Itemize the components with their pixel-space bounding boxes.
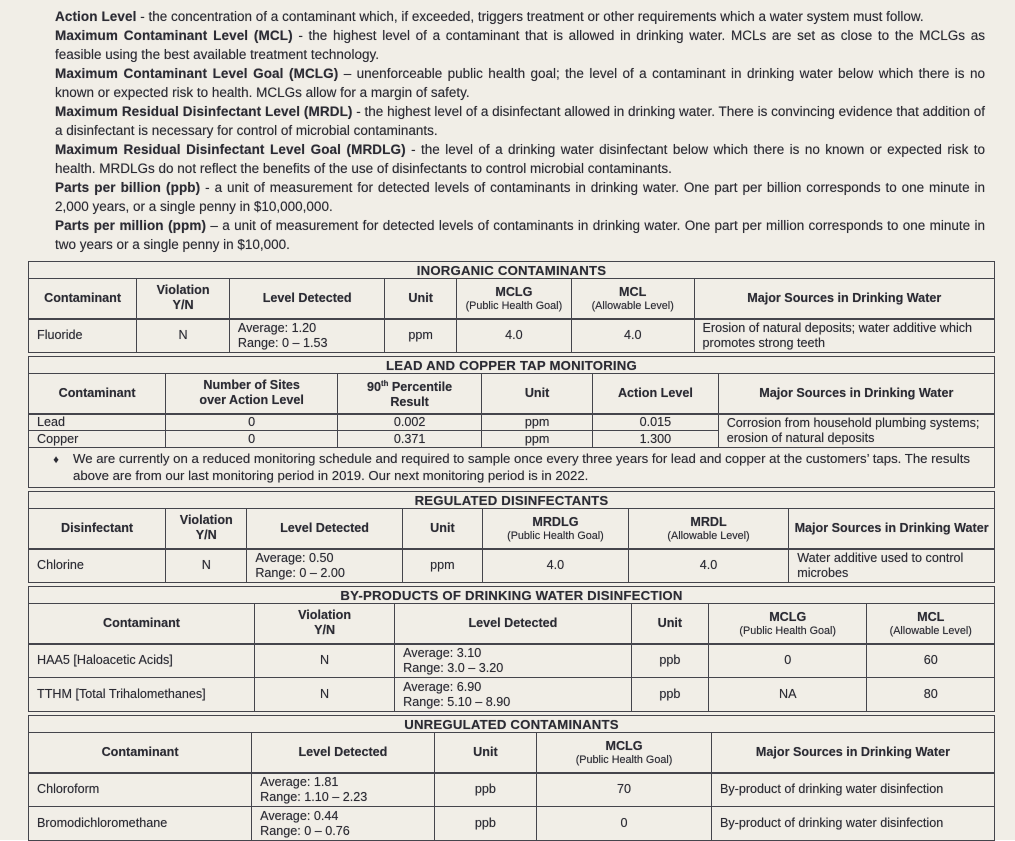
- col-mrdlg: MRDLG (Public Health Goal): [483, 509, 629, 549]
- cell-mclg: 0: [537, 807, 712, 841]
- cell-mclg: 4.0: [456, 319, 571, 353]
- definition-text: – unenforceable public health goal; the level of a contaminant in drinking water below which there is no known or expected risk to health. MCLGs allow for a margin of safety.: [55, 66, 985, 100]
- col-contaminant: Contaminant: [29, 604, 255, 644]
- monitoring-note: [29, 448, 995, 488]
- col-contaminant: Contaminant: [29, 374, 166, 414]
- col-unit: Unit: [434, 733, 536, 773]
- cell-mrdlg: 4.0: [483, 549, 629, 583]
- cell-major-sources: Corrosion from household plumbing systems; erosion of natural deposits: [718, 414, 994, 448]
- col-mclg: MCLG (Public Health Goal): [456, 279, 571, 319]
- table-row-chlorine: [29, 549, 995, 583]
- table-byproducts: [28, 586, 995, 712]
- table-title: BY-PRODUCTS OF DRINKING WATER DISINFECTION: [29, 587, 995, 604]
- definition-text: – a unit of measurement for detected levels of contaminants in drinking water. One part per million corresponds to one minute in two years or a single penny in $10,000.: [55, 218, 985, 252]
- col-mclg: MCLG (Public Health Goal): [537, 733, 712, 773]
- table-unregulated: [28, 715, 995, 841]
- cell-mclg: 0: [709, 644, 867, 678]
- col-mcl: MCL (Allowable Level): [571, 279, 694, 319]
- col-level-detected: Level Detected: [252, 733, 435, 773]
- col-violation: Violation Y/N: [137, 279, 230, 319]
- cell-violation: N: [137, 319, 230, 353]
- definition-text: - the concentration of a contaminant which, if exceeded, triggers treatment or other requirements which a water system must follow.: [140, 9, 924, 24]
- col-major-sources: Major Sources in Drinking Water: [718, 374, 994, 414]
- cell-mclg: 70: [537, 773, 712, 807]
- col-contaminant: Contaminant: [29, 279, 137, 319]
- definition-term: Maximum Residual Disinfectant Level (MRDL): [55, 104, 353, 119]
- table-title: LEAD AND COPPER TAP MONITORING: [29, 357, 995, 374]
- cell-mclg: NA: [709, 678, 867, 712]
- cell-level-detected: Average: 1.81 Range: 1.10 – 2.23: [252, 773, 435, 807]
- cell-contaminant: Chloroform: [29, 773, 252, 807]
- cell-level-detected: Average: 0.44 Range: 0 – 0.76: [252, 807, 435, 841]
- definition-ppb: [55, 178, 985, 216]
- table-row-tthm: [29, 678, 995, 712]
- cell-contaminant: Copper: [29, 431, 166, 448]
- definition-term: Parts per million (ppm): [55, 218, 207, 233]
- cell-major-sources: By-product of drinking water disinfection: [711, 807, 994, 841]
- table-lead-copper: [28, 356, 995, 488]
- table-inorganic-contaminants: [28, 261, 995, 353]
- col-violation: Violation Y/N: [255, 604, 395, 644]
- cell-violation: N: [255, 678, 395, 712]
- cell-contaminant: Bromodichloromethane: [29, 807, 252, 841]
- cell-mcl: 4.0: [571, 319, 694, 353]
- cell-contaminant: Fluoride: [29, 319, 137, 353]
- cell-unit: ppb: [631, 644, 708, 678]
- cell-percentile: 0.371: [338, 431, 482, 448]
- superscript-th: th: [381, 379, 389, 389]
- cell-disinfectant: Chlorine: [29, 549, 166, 583]
- col-level-detected: Level Detected: [229, 279, 385, 319]
- table-row-lead: [29, 414, 995, 431]
- col-unit: Unit: [385, 279, 456, 319]
- definition-mrdlg: [55, 140, 985, 178]
- cell-percentile: 0.002: [338, 414, 482, 431]
- definition-text: - the highest level of a contaminant that is allowed in drinking water. MCLs are set as close to the MCLGs as feasible using the best available treatment technology.: [55, 28, 985, 62]
- definition-term: Maximum Contaminant Level (MCL): [55, 28, 293, 43]
- col-mrdl: MRDL (Allowable Level): [628, 509, 788, 549]
- col-action-level: Action Level: [593, 374, 719, 414]
- definition-ppm: [55, 216, 985, 254]
- col-mclg: MCLG (Public Health Goal): [709, 604, 867, 644]
- monitoring-note-text: We are currently on a reduced monitoring schedule and required to sample once every three years for lead and copper at the customers’ taps. The results above are from our last monitoring period in 2019. Our next monitoring period is in 2022.: [73, 451, 970, 483]
- definition-mrdl: [55, 102, 985, 140]
- table-regulated-disinfectants: [28, 491, 995, 583]
- cell-action-level: 0.015: [593, 414, 719, 431]
- col-disinfectant: Disinfectant: [29, 509, 166, 549]
- cell-major-sources: Erosion of natural deposits; water additive which promotes strong teeth: [694, 319, 994, 353]
- cell-level-detected: Average: 3.10 Range: 3.0 – 3.20: [395, 644, 632, 678]
- cell-contaminant: TTHM [Total Trihalomethanes]: [29, 678, 255, 712]
- cell-unit: ppm: [385, 319, 456, 353]
- monitoring-note-row: [29, 448, 995, 488]
- col-major-sources: Major Sources in Drinking Water: [711, 733, 994, 773]
- col-major-sources: Major Sources in Drinking Water: [694, 279, 994, 319]
- diamond-bullet-icon: ♦: [53, 454, 59, 466]
- definition-action-level: [55, 7, 985, 26]
- cell-unit: ppm: [482, 414, 593, 431]
- cell-major-sources: Water additive used to control microbes: [789, 549, 995, 583]
- col-mcl: MCL (Allowable Level): [867, 604, 995, 644]
- definitions-section: [0, 7, 1015, 254]
- cell-level-detected: Average: 1.20 Range: 0 – 1.53: [229, 319, 385, 353]
- table-row-bromodichloromethane: [29, 807, 995, 841]
- cell-unit: ppb: [434, 807, 536, 841]
- cell-contaminant: HAA5 [Haloacetic Acids]: [29, 644, 255, 678]
- cell-level-detected: Average: 6.90 Range: 5.10 – 8.90: [395, 678, 632, 712]
- table-row-chloroform: [29, 773, 995, 807]
- cell-unit: ppb: [631, 678, 708, 712]
- definition-mclg: [55, 64, 985, 102]
- definition-text: - the level of a drinking water disinfectant below which there is no known or expected risk to health. MRDLGs do not reflect the benefits of the use of disinfectants to control microbial contaminants.: [55, 142, 985, 176]
- cell-unit: ppm: [402, 549, 482, 583]
- col-unit: Unit: [482, 374, 593, 414]
- cell-mcl: 60: [867, 644, 995, 678]
- definition-mcl: [55, 26, 985, 64]
- col-major-sources: Major Sources in Drinking Water: [789, 509, 995, 549]
- cell-sites: 0: [166, 414, 338, 431]
- cell-violation: N: [166, 549, 247, 583]
- cell-unit: ppm: [482, 431, 593, 448]
- cell-contaminant: Lead: [29, 414, 166, 431]
- col-90th-percentile: 90th Percentile Result: [338, 374, 482, 414]
- table-row-haa5: [29, 644, 995, 678]
- col-sites-over-action-level: Number of Sites over Action Level: [166, 374, 338, 414]
- definition-term: Action Level: [55, 9, 137, 24]
- definition-text: - a unit of measurement for detected levels of contaminants in drinking water. One part per billion corresponds to one minute in 2,000 years, or a single penny in $10,000,000.: [55, 180, 985, 214]
- col-unit: Unit: [631, 604, 708, 644]
- col-violation: Violation Y/N: [166, 509, 247, 549]
- col-level-detected: Level Detected: [395, 604, 632, 644]
- table-title: UNREGULATED CONTAMINANTS: [29, 716, 995, 733]
- table-title: INORGANIC CONTAMINANTS: [29, 262, 995, 279]
- definition-text: - the highest level of a disinfectant allowed in drinking water. There is convincing evidence that addition of a disinfectant is necessary for control of microbial contaminants.: [55, 104, 985, 138]
- col-level-detected: Level Detected: [247, 509, 403, 549]
- definition-term: Parts per billion (ppb): [55, 180, 201, 195]
- cell-unit: ppb: [434, 773, 536, 807]
- definition-term: Maximum Residual Disinfectant Level Goal (MRDLG): [55, 142, 406, 157]
- col-unit: Unit: [402, 509, 482, 549]
- cell-action-level: 1.300: [593, 431, 719, 448]
- cell-mcl: 80: [867, 678, 995, 712]
- col-contaminant: Contaminant: [29, 733, 252, 773]
- definition-term: Maximum Contaminant Level Goal (MCLG): [55, 66, 339, 81]
- cell-violation: N: [255, 644, 395, 678]
- table-title: REGULATED DISINFECTANTS: [29, 492, 995, 509]
- cell-major-sources: By-product of drinking water disinfection: [711, 773, 994, 807]
- cell-mrdl: 4.0: [628, 549, 788, 583]
- cell-sites: 0: [166, 431, 338, 448]
- tables-section: [0, 254, 1015, 841]
- table-row: [29, 319, 995, 353]
- cell-level-detected: Average: 0.50 Range: 0 – 2.00: [247, 549, 403, 583]
